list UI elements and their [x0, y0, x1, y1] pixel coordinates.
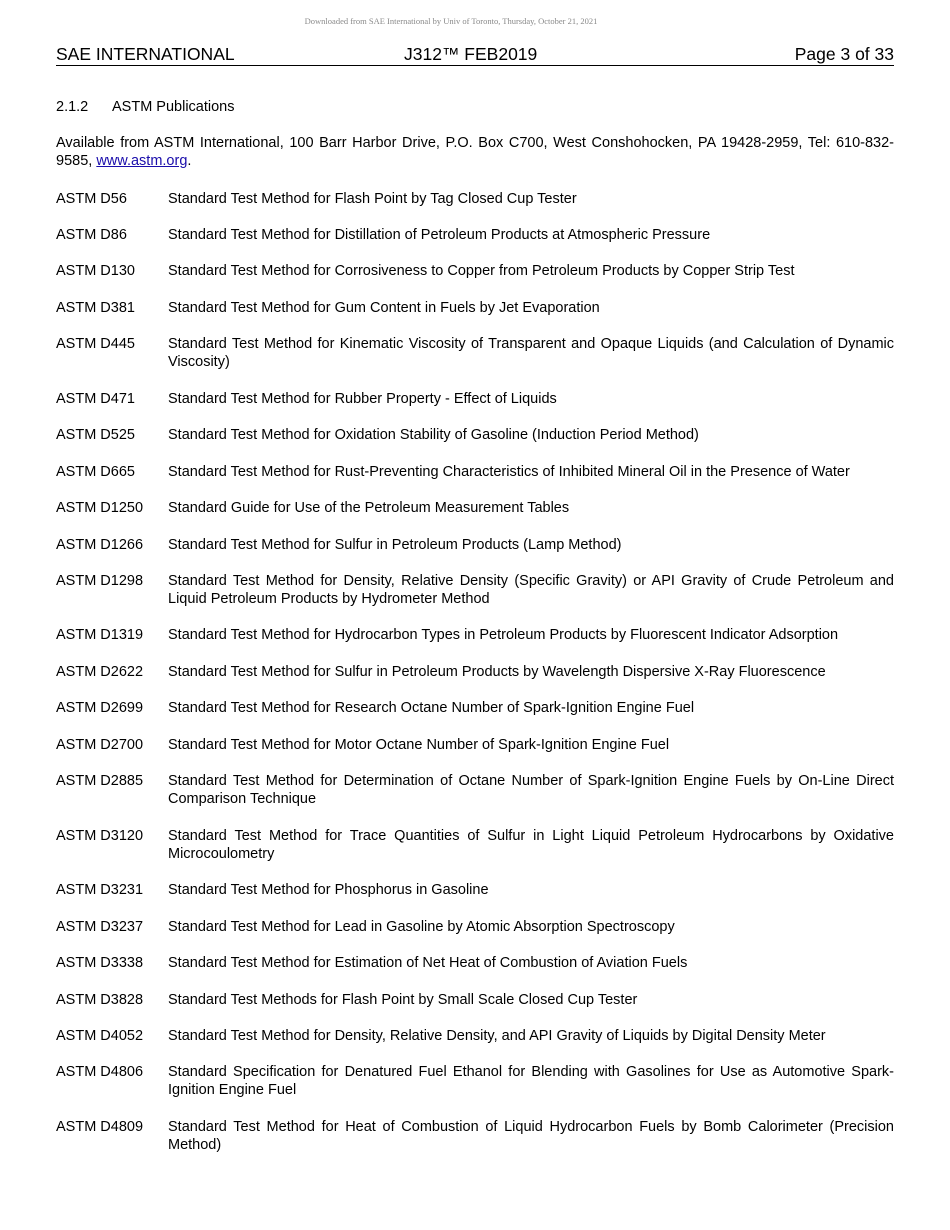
standard-code: ASTM D2622 — [56, 664, 144, 680]
standard-code: ASTM D3120 — [56, 828, 144, 844]
standard-title: Standard Test Method for Rubber Property - Effect of Liquids — [168, 391, 557, 407]
standard-code: ASTM D445 — [56, 336, 135, 352]
standard-title: Standard Specification for Denatured Fuel Ethanol for Blending with Gasolines for Use as Automotive Spark-Ignition Engine Fuel — [168, 1064, 894, 1098]
standard-code: ASTM D3828 — [56, 992, 144, 1008]
standard-title: Standard Test Method for Kinematic Viscosity of Transparent and Opaque Liquids (and Calculation of Dynamic Viscosity) — [168, 336, 894, 370]
reference-entry — [56, 699, 894, 717]
standard-code: ASTM D381 — [56, 300, 135, 316]
reference-entry — [56, 1063, 894, 1099]
reference-entry — [56, 226, 894, 244]
reference-entry — [56, 190, 894, 208]
download-watermark: Downloaded from SAE International by Univ of Toronto, Thursday, October 21, 2021 — [304, 16, 598, 26]
standard-title: Standard Test Method for Motor Octane Number of Spark-Ignition Engine Fuel — [168, 737, 670, 753]
standard-title: Standard Test Method for Sulfur in Petroleum Products by Wavelength Dispersive X-Ray Fluorescence — [168, 664, 826, 680]
reference-entry — [56, 499, 894, 517]
standard-title: Standard Test Method for Flash Point by Tag Closed Cup Tester — [168, 191, 577, 207]
reference-entry — [56, 390, 894, 408]
standard-title: Standard Test Method for Oxidation Stability of Gasoline (Induction Period Method) — [168, 427, 699, 443]
standard-code: ASTM D1319 — [56, 627, 144, 643]
standard-code: ASTM D1298 — [56, 573, 144, 589]
standard-title: Standard Test Method for Corrosiveness to Copper from Petroleum Products by Copper Strip Test — [168, 263, 795, 279]
reference-entry — [56, 954, 894, 972]
standard-title: Standard Test Method for Density, Relative Density (Specific Gravity) or API Gravity of Crude Petroleum and Liquid Petroleum Products by Hydrometer Method — [168, 573, 894, 607]
standard-title: Standard Guide for Use of the Petroleum Measurement Tables — [168, 500, 570, 516]
section-title: ASTM Publications — [112, 99, 235, 115]
standard-title: Standard Test Method for Research Octane Number of Spark-Ignition Engine Fuel — [168, 700, 695, 716]
reference-entry — [56, 426, 894, 444]
standard-title: Standard Test Method for Estimation of Net Heat of Combustion of Aviation Fuels — [168, 955, 688, 971]
header-page-number: Page 3 of 33 — [794, 44, 894, 64]
section-number: 2.1.2 — [56, 99, 89, 115]
standard-code: ASTM D2885 — [56, 773, 144, 789]
header-org: SAE INTERNATIONAL — [56, 44, 235, 64]
standard-code: ASTM D3237 — [56, 919, 144, 935]
reference-entry — [56, 663, 894, 681]
intro-end: . — [187, 153, 192, 169]
reference-entry — [56, 536, 894, 554]
standard-code: ASTM D525 — [56, 427, 135, 443]
standard-title: Standard Test Method for Density, Relative Density, and API Gravity of Liquids by Digital Density Meter — [168, 1028, 826, 1044]
astm-website-link[interactable]: www.astm.org — [96, 153, 188, 169]
standard-code: ASTM D130 — [56, 263, 135, 279]
standard-code: ASTM D3231 — [56, 882, 144, 898]
standard-code: ASTM D4052 — [56, 1028, 144, 1044]
standard-title: Standard Test Method for Rust-Preventing Characteristics of Inhibited Mineral Oil in the Presence of Water — [168, 464, 850, 480]
standard-code: ASTM D2699 — [56, 700, 144, 716]
standard-code: ASTM D1266 — [56, 537, 144, 553]
standard-title: Standard Test Method for Hydrocarbon Types in Petroleum Products by Fluorescent Indicator Adsorption — [168, 627, 839, 643]
section-heading — [56, 98, 235, 116]
standard-code: ASTM D1250 — [56, 500, 144, 516]
reference-entry — [56, 1027, 894, 1045]
reference-entry — [56, 991, 894, 1009]
standard-code: ASTM D56 — [56, 191, 127, 207]
reference-entry — [56, 1118, 894, 1154]
standard-code: ASTM D665 — [56, 464, 135, 480]
standard-code: ASTM D4806 — [56, 1064, 144, 1080]
reference-entry — [56, 772, 894, 808]
standard-title: Standard Test Method for Phosphorus in Gasoline — [168, 882, 489, 898]
standard-code: ASTM D86 — [56, 227, 127, 243]
standard-title: Standard Test Method for Gum Content in Fuels by Jet Evaporation — [168, 300, 600, 316]
reference-entry — [56, 736, 894, 754]
reference-entry — [56, 918, 894, 936]
reference-entry — [56, 299, 894, 317]
header-doc-id: J312™ FEB2019 — [404, 44, 538, 64]
reference-entry — [56, 827, 894, 863]
standard-code: ASTM D4809 — [56, 1119, 144, 1135]
standard-code: ASTM D471 — [56, 391, 135, 407]
reference-entry — [56, 335, 894, 371]
standard-title: Standard Test Methods for Flash Point by Small Scale Closed Cup Tester — [168, 992, 638, 1008]
page-header — [56, 43, 894, 66]
intro-text: Available from ASTM International, 100 Barr Harbor Drive, P.O. Box C700, West Conshohocken, PA 19428-2959, Tel: 610-832-9585, — [56, 135, 894, 169]
standard-code: ASTM D3338 — [56, 955, 144, 971]
standard-title: Standard Test Method for Heat of Combustion of Liquid Hydrocarbon Fuels by Bomb Calorimeter (Precision Method) — [168, 1119, 894, 1153]
reference-entry — [56, 626, 894, 644]
intro-paragraph — [56, 134, 894, 170]
reference-entry — [56, 572, 894, 608]
standard-code: ASTM D2700 — [56, 737, 144, 753]
standard-title: Standard Test Method for Trace Quantities of Sulfur in Light Liquid Petroleum Hydrocarbons by Oxidative Microcoulometry — [168, 828, 894, 862]
standard-title: Standard Test Method for Lead in Gasoline by Atomic Absorption Spectroscopy — [168, 919, 675, 935]
standard-title: Standard Test Method for Sulfur in Petroleum Products (Lamp Method) — [168, 537, 622, 553]
standard-title: Standard Test Method for Determination of Octane Number of Spark-Ignition Engine Fuels by On-Line Direct Comparison Technique — [168, 773, 894, 807]
standard-title: Standard Test Method for Distillation of Petroleum Products at Atmospheric Pressure — [168, 227, 711, 243]
reference-entry — [56, 262, 894, 280]
reference-entry — [56, 881, 894, 899]
reference-entry — [56, 463, 894, 481]
